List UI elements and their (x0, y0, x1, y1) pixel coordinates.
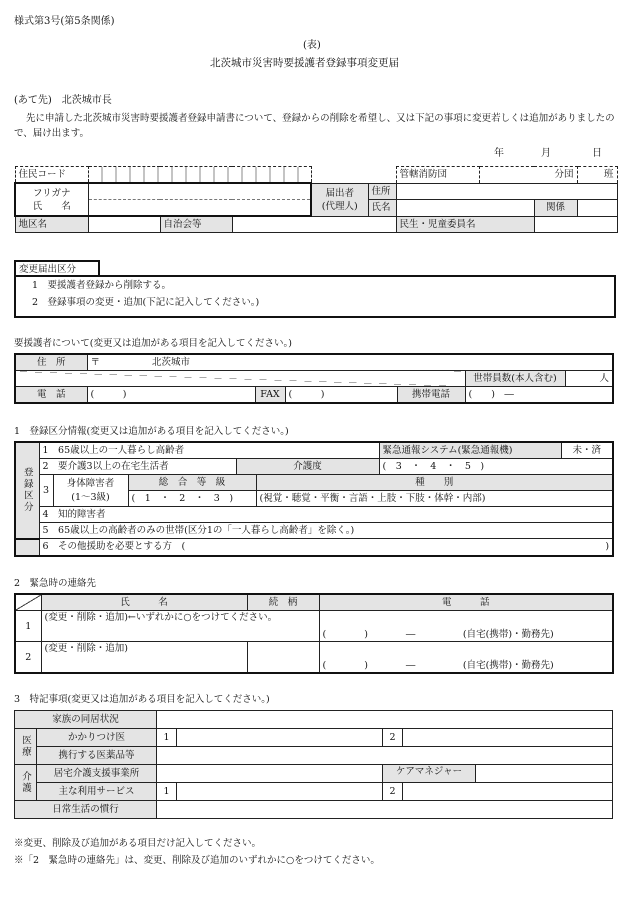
care-manager-text: ケアマネジャー (383, 765, 476, 782)
special-table (14, 710, 613, 819)
fax-label: FAX (255, 387, 285, 404)
contact-phone-header: 電 話 (319, 594, 613, 611)
doctor-2-input[interactable] (403, 729, 613, 747)
reg-row-2[interactable]: 2 要介護3以上の在宅生活者 (39, 459, 236, 475)
applicant-table (14, 166, 618, 233)
contact-name-header: 氏 名 (41, 594, 247, 611)
notifier-address-label: 住所 (368, 183, 396, 200)
care-label: 介護 (15, 765, 37, 801)
address-input[interactable] (87, 354, 613, 371)
address-label: 住 所 (15, 354, 87, 371)
doctor-1-input[interactable] (177, 729, 383, 747)
reg-header: 1 登録区分情報(変更又は追加がある項目を記入してください。) (14, 426, 289, 437)
notifier-address-input[interactable] (396, 183, 617, 200)
contact-2-relation[interactable] (247, 642, 319, 674)
mobile-label: 携帯電話 (397, 387, 465, 404)
branch-label[interactable]: 分団 (479, 167, 577, 184)
services-1-number: 1 (157, 783, 177, 801)
medical-label: 医療 (15, 729, 37, 765)
name-label: 氏 名 (32, 200, 71, 212)
reg-side-bottom (15, 539, 39, 556)
intro-text: 先に申請した北茨城市災害時要援護者登録申請書について、登録からの削除を希望し、又は下記の事項に変更若しくは追加がありましたので、届け出ます。 (14, 113, 615, 139)
council-label: 自治会等 (160, 216, 232, 233)
phone-input[interactable]: ( ) (87, 387, 255, 404)
services-2-input[interactable] (403, 783, 613, 801)
medicine-label: 携行する医薬品等 (37, 747, 157, 765)
family-label: 家族の同居状況 (15, 711, 157, 729)
squad-label[interactable]: 班 (577, 167, 617, 184)
contact-2-note[interactable]: (変更・削除・追加) (41, 642, 247, 674)
contact-1-number: 1 (15, 611, 41, 642)
medicine-input[interactable] (157, 747, 613, 765)
furigana-input[interactable] (88, 183, 311, 200)
city-name: 北茨城市 (152, 357, 191, 368)
contact-header: 2 緊急時の連絡先 (14, 578, 97, 589)
form-number: 様式第3号(第5条関係) (14, 16, 115, 27)
disability-text: 身体障害者 (66, 477, 115, 489)
kind-values[interactable]: (視覚・聴覚・平衡・言語・上肢・下肢・体幹・内部) (256, 491, 613, 507)
care-office-input[interactable] (157, 765, 383, 783)
change-option-update[interactable]: 2 登録事項の変更・追加(下記に記入してください。) (32, 297, 260, 308)
family-input[interactable] (157, 711, 613, 729)
doctor-label: かかりつけ医 (37, 729, 157, 747)
note-2: ※「2 緊急時の連絡先」は、変更、削除及び追加のいずれかに○をつけてください。 (14, 855, 380, 866)
date-day: 日 (592, 148, 602, 159)
furigana-text: フリガナ (32, 187, 71, 199)
special-header: 3 特記事項(変更又は追加がある項目を記入してください。) (14, 694, 270, 705)
habits-label: 日常生活の慣行 (15, 801, 157, 819)
resident-code-field[interactable] (88, 167, 311, 184)
address-blank-diag (15, 371, 465, 387)
fire-station-label: 管轄消防団 (396, 167, 479, 184)
change-option-delete[interactable]: 1 要援護者登録から削除する。 (32, 280, 172, 291)
district-input[interactable] (88, 216, 160, 233)
date-year: 年 (494, 148, 504, 159)
welfare-label: 民生・児童委員名 (396, 216, 534, 233)
reg-row-1[interactable]: 1 65歳以上の一人暮らし高齢者 (39, 442, 379, 459)
change-header: 変更届出区分 (15, 261, 99, 277)
postal-mark: 〒 (90, 357, 101, 368)
emergency-label: 緊急通報システム(緊急通報機) (379, 442, 561, 459)
care-manager-label (383, 765, 613, 783)
contact-1-note[interactable]: (変更・削除・追加)←いずれかに○をつけてください。 (41, 611, 319, 642)
household-unit: 人 (599, 373, 610, 384)
doctor-1-number: 1 (157, 729, 177, 747)
contact-1-phone[interactable]: ( ) ― (自宅(携帯)・勤務先) (319, 611, 613, 642)
welfare-input[interactable] (534, 216, 617, 233)
doctor-2-number: 2 (383, 729, 403, 747)
name-input[interactable] (88, 200, 311, 217)
disability-label (53, 475, 128, 507)
fax-input[interactable]: ( ) (285, 387, 397, 404)
relation-label: 関係 (534, 200, 577, 217)
grade-label: 総 合 等 級 (128, 475, 256, 491)
care-level-label: 介護度 (236, 459, 379, 475)
habits-input[interactable] (157, 801, 613, 819)
household-label: 世帯員数(本人含む) (465, 371, 565, 387)
reg-row-6[interactable] (39, 539, 613, 556)
notifier-text: 届出者 (325, 187, 355, 199)
emergency-status[interactable]: 未・済 (561, 442, 613, 459)
person-table (14, 353, 614, 404)
date-month: 月 (541, 148, 551, 159)
care-level-values[interactable]: ( 3 ・ 4 ・ 5 ) (379, 459, 613, 475)
grade-values[interactable]: ( 1 ・ 2 ・ 3 ) (128, 491, 256, 507)
page-title: 北茨城市災害時要援護者登録事項変更届 (210, 57, 399, 69)
district-label: 地区名 (15, 216, 88, 233)
council-input[interactable] (232, 216, 396, 233)
reg-table (14, 441, 614, 557)
notifier-name-label: 氏名 (368, 200, 396, 217)
contact-relation-header: 続 柄 (247, 594, 319, 611)
kind-label: 種 別 (256, 475, 613, 491)
contact-2-phone[interactable]: ( ) ― (自宅(携帯)・勤務先) (319, 642, 613, 674)
contact-2-number: 2 (15, 642, 41, 674)
contact-table (14, 593, 614, 674)
furigana-label (15, 183, 88, 216)
table-tag: (表) (303, 40, 321, 51)
mobile-input[interactable]: ( ) ― (465, 387, 613, 404)
disability-sub: (1～3級) (71, 491, 110, 503)
reg-row-6-close: ) (605, 541, 610, 553)
relation-input[interactable] (577, 200, 617, 217)
reg-row-3-number: 3 (39, 475, 53, 507)
reg-side-label: 登録区分 (15, 442, 39, 539)
contact-corner (15, 594, 41, 611)
notifier-label (311, 183, 368, 216)
services-2-number: 2 (383, 783, 403, 801)
care-manager-input[interactable] (476, 765, 612, 782)
reg-row-5[interactable]: 5 65歳以上の高齢者のみの世帯(区分1の「一人暮らし高齢者」を除く。) (39, 523, 613, 539)
care-office-label: 居宅介護支援事業所 (37, 765, 157, 783)
reg-row-4[interactable]: 4 知的障害者 (39, 507, 613, 523)
reg-row-6-text: 6 その他援助を必要とする方 ( (42, 541, 186, 553)
phone-label: 電 話 (15, 387, 87, 404)
services-label: 主な利用サービス (37, 783, 157, 801)
proxy-text: (代理人) (321, 200, 358, 212)
person-header: 要援護者について(変更又は追加がある項目を記入してください。) (14, 338, 292, 349)
household-input[interactable] (565, 371, 613, 387)
note-1: ※変更、削除及び追加がある項目だけ記入してください。 (14, 838, 262, 849)
notifier-name-input[interactable] (396, 200, 534, 217)
resident-code-label: 住民コード (15, 167, 88, 184)
services-1-input[interactable] (177, 783, 383, 801)
addressee: (あて先) 北茨城市長 (14, 95, 112, 106)
